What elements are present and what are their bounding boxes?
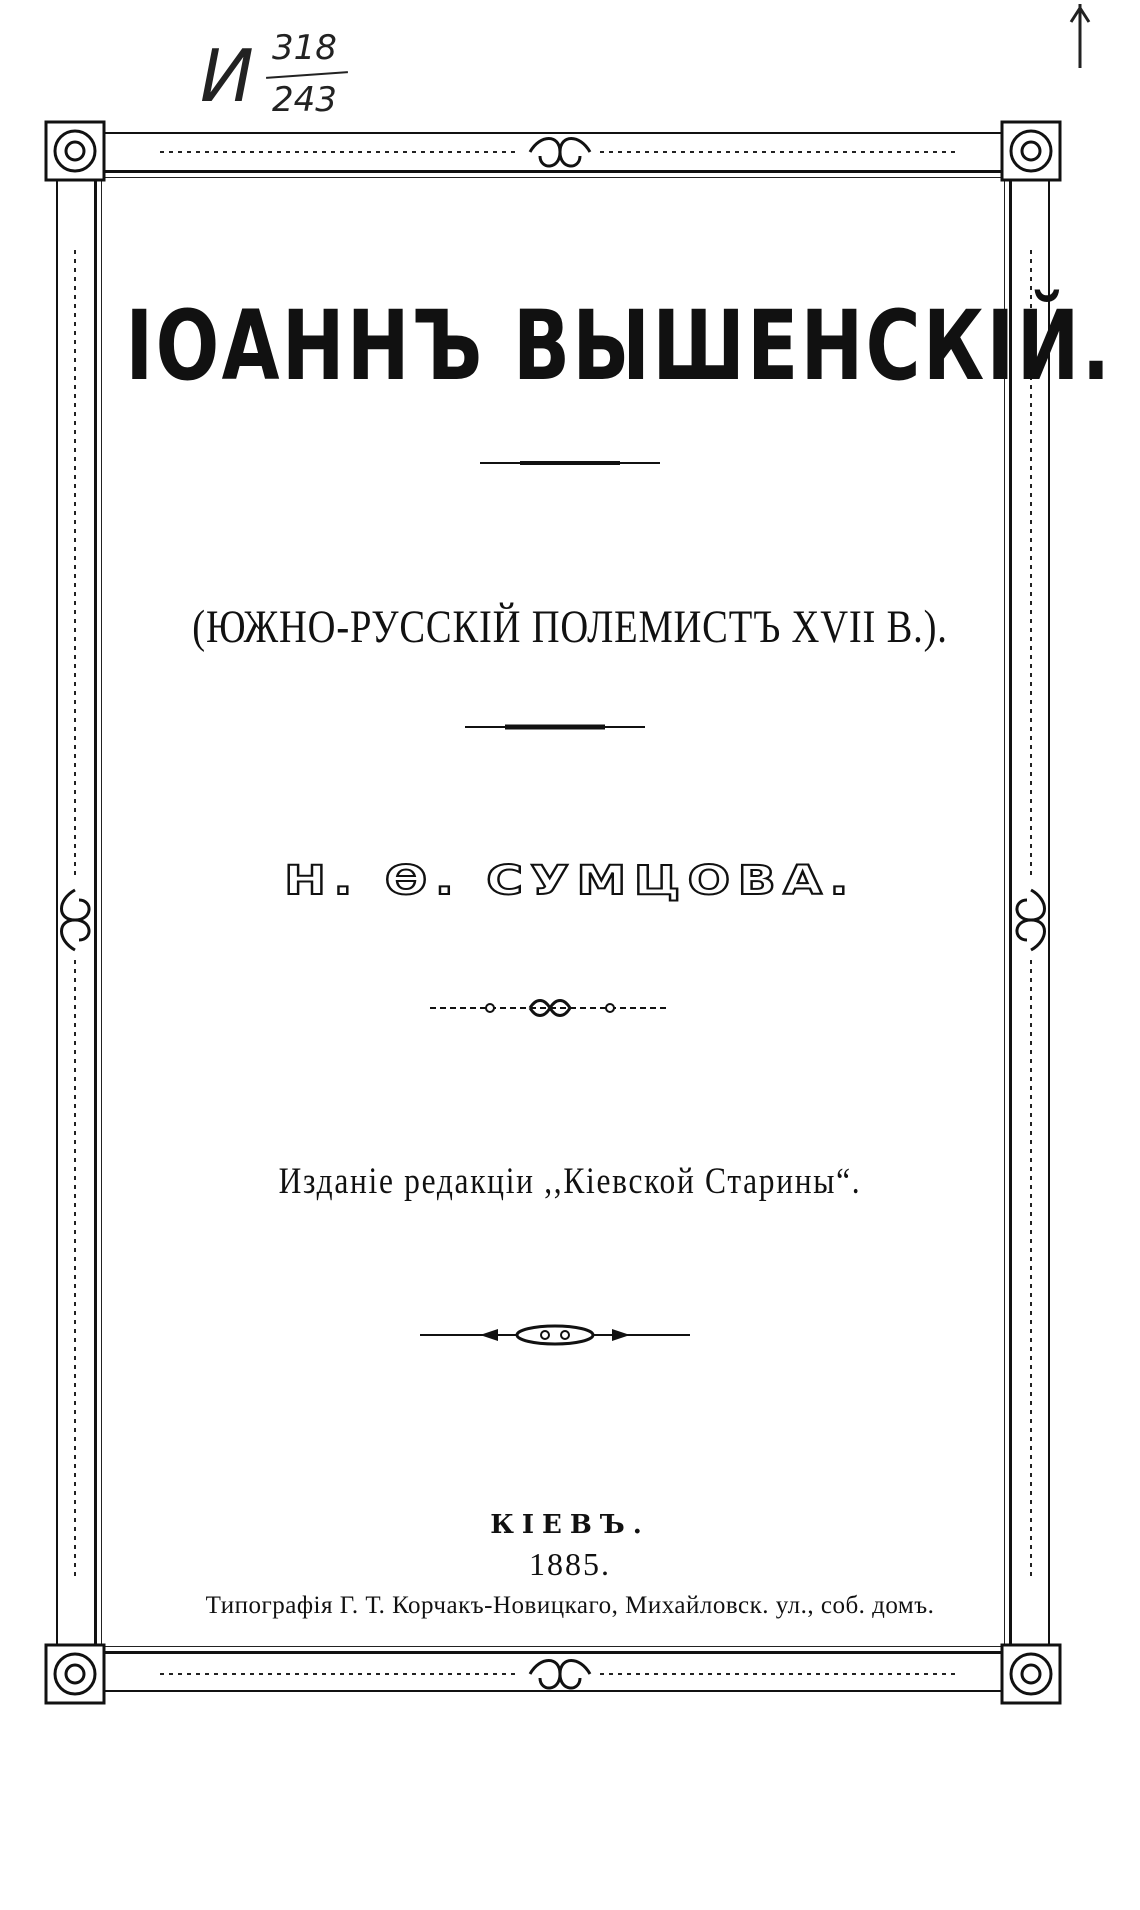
imprint-city: КІЕВЪ. [490, 1510, 650, 1540]
ornamental-rule-icon [420, 1320, 690, 1350]
corner-ornament-bottom-right [1002, 1645, 1060, 1703]
page-title: ІОАННЪ ВЫШЕНСКІЙ. [125, 290, 1113, 402]
author-name: Н. Ѳ. СУМЦОВА. [284, 858, 856, 904]
corner-ornament-top-right [1002, 122, 1060, 180]
shelfmark-number-bottom: 243 [272, 80, 337, 120]
shelfmark-number-top: 318 [272, 28, 337, 68]
subtitle-rule [465, 722, 645, 732]
top-center-ornament [530, 139, 590, 167]
corner-ornament-bottom-left [46, 1645, 104, 1703]
bottom-center-ornament [530, 1661, 590, 1689]
imprint-printer: Типографія Г. Т. Корчакъ-Новицкаго, Михайловск. ул., соб. домъ. [205, 1592, 935, 1619]
title-rule [480, 458, 660, 468]
imprint-year: 1885. [529, 1546, 611, 1582]
shelfmark-letter: И [200, 34, 254, 118]
subtitle: (ЮЖНО-РУССКІЙ ПОЛЕМИСТЪ XVII В.). [192, 601, 948, 653]
edition-statement: Изданіе редакціи ,,Кіевской Старины“. [278, 1161, 862, 1202]
corner-ornament-top-left [46, 122, 104, 180]
fleuron-divider-icon [430, 995, 670, 1021]
